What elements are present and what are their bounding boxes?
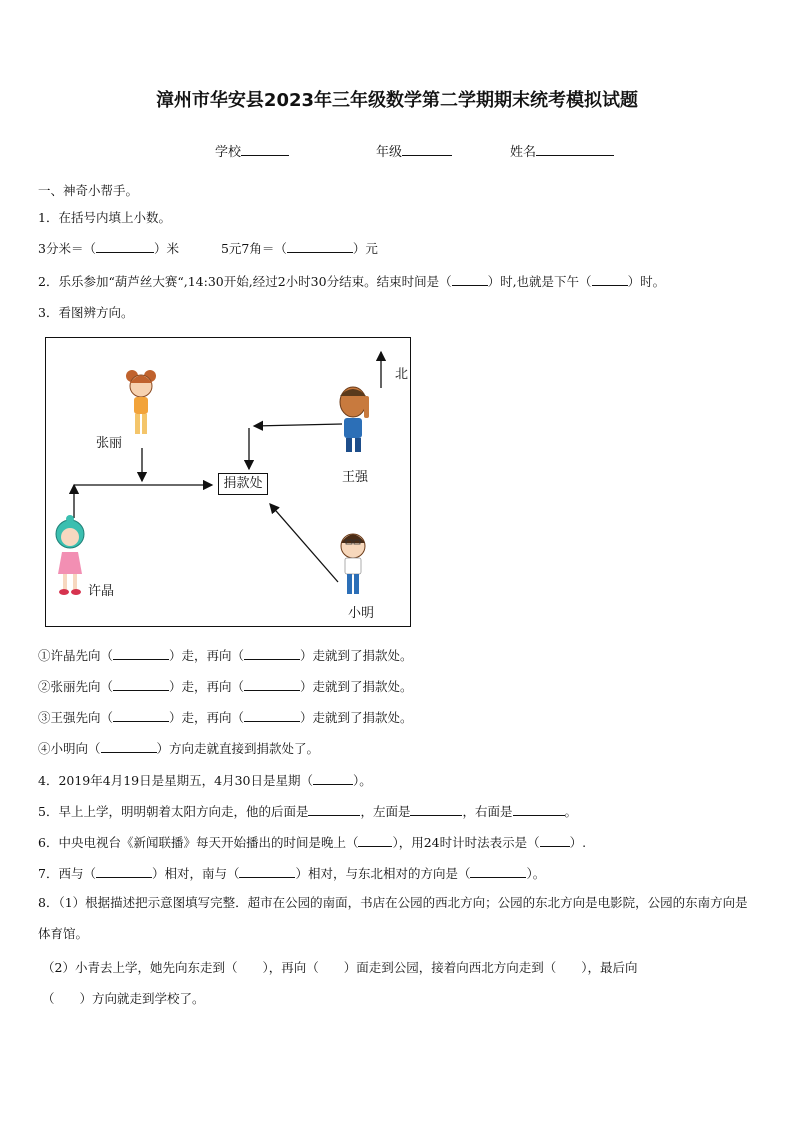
q3-item-2-blank-1[interactable] xyxy=(113,678,169,691)
q7-b: ）相对，南与（ xyxy=(151,866,240,881)
name-blank[interactable] xyxy=(536,143,614,156)
q3-item-4-prefix: ④小明向（ xyxy=(38,741,101,756)
question-1-items xyxy=(38,239,378,257)
q1-b-unit: ）元 xyxy=(352,241,378,256)
q4-prefix: 4．2019年4月19日是星期五，4月30日是星期（ xyxy=(38,773,313,788)
q3-item-4-suffix: ）方向走就直接到捐款处了。 xyxy=(156,741,320,756)
q5-b: ，左面是 xyxy=(360,804,411,819)
q1-a-label: 3分米＝（ xyxy=(38,241,96,256)
xiaoming-figure xyxy=(341,534,365,594)
question-5 xyxy=(38,802,577,820)
q1-a-unit: ）米 xyxy=(153,241,179,256)
question-3: 3．看图辨方向。 xyxy=(38,305,134,320)
q6-a: 6．中央电视台《新闻联播》每天开始播出的时间是晚上（ xyxy=(38,835,359,850)
q1-a-blank[interactable] xyxy=(96,240,154,253)
q7-blank-2[interactable] xyxy=(239,865,295,878)
question-1: 1．在括号内填上小数。 xyxy=(38,210,171,225)
page-title: 漳州市华安县2023年三年级数学第二学期期末统考模拟试题 xyxy=(155,90,639,111)
q2-text-c: ）时。 xyxy=(627,274,666,289)
q2-text-b: ）时,也就是下午（ xyxy=(487,274,592,289)
q3-item-1-suffix: ）走就到了捐款处。 xyxy=(300,648,413,663)
q7-blank-3[interactable] xyxy=(470,865,526,878)
question-6 xyxy=(38,833,586,851)
q3-item-3-suffix: ）走就到了捐款处。 xyxy=(300,710,413,725)
q3-item-1-blank-1[interactable] xyxy=(113,647,169,660)
wangqiang-west-arrow xyxy=(254,424,342,426)
q5-blank-1[interactable] xyxy=(308,803,360,816)
question-8-part-1: 8．（1）根据描述把示意图填写完整．超市在公园的南面，书店在公园的西北方向；公园的东北方向是电影院，公园的东南方向是体育馆。 xyxy=(38,895,748,941)
q7-c: ）相对，与东北相对的方向是（ xyxy=(295,866,471,881)
q2-blank-2[interactable] xyxy=(592,273,628,286)
q4-blank[interactable] xyxy=(313,772,353,785)
donation-point-box: 捐款处 xyxy=(218,473,268,495)
q6-b: ），用24时计时法表示是（ xyxy=(392,835,540,850)
q5-a: 5．早上上学，明明朝着太阳方向走，他的后面是 xyxy=(38,804,309,819)
question-8-part-2-line-2: （ ）方向就走到学校了。 xyxy=(42,991,205,1006)
q3-item-3-prefix: ③王强先向（ xyxy=(38,710,114,725)
q5-blank-3[interactable] xyxy=(513,803,565,816)
question-2 xyxy=(38,272,665,290)
q3-item-2-suffix: ）走就到了捐款处。 xyxy=(300,679,413,694)
q3-item-2 xyxy=(38,677,413,695)
q3-item-4 xyxy=(38,739,319,757)
question-7 xyxy=(38,864,545,882)
q2-text-a: 2．乐乐参加“葫芦丝大赛“,14:30开始,经过2小时30分结束。结束时间是（ xyxy=(38,274,452,289)
direction-figure xyxy=(45,337,411,627)
q4-suffix: ）。 xyxy=(352,773,372,788)
wangqiang-figure xyxy=(340,387,369,452)
q3-item-1-blank-2[interactable] xyxy=(244,647,300,660)
q3-item-3-mid: ）走，再向（ xyxy=(169,710,245,725)
school-label: 学校 xyxy=(215,145,242,160)
q3-item-3-blank-2[interactable] xyxy=(244,709,300,722)
xiaoming-northwest-arrow xyxy=(270,504,338,582)
q3-item-2-mid: ）走，再向（ xyxy=(169,679,245,694)
q3-item-1-mid: ）走，再向（ xyxy=(169,648,245,663)
q7-d: ）。 xyxy=(526,866,546,881)
name-label: 姓名 xyxy=(510,145,537,160)
q3-item-3-blank-1[interactable] xyxy=(113,709,169,722)
q3-item-1 xyxy=(38,646,413,664)
question-4 xyxy=(38,771,372,789)
grade-field xyxy=(376,141,452,160)
xiaoming-label: 小明 xyxy=(348,606,375,621)
q7-blank-1[interactable] xyxy=(96,865,152,878)
grade-label: 年级 xyxy=(376,145,403,160)
name-field xyxy=(510,141,614,160)
q3-item-3 xyxy=(38,708,413,726)
zhangli-label: 张丽 xyxy=(96,436,123,451)
section-heading: 一、神奇小帮手。 xyxy=(38,183,139,198)
q5-d: 。 xyxy=(564,804,578,819)
question-8-part-2-line-1: （2）小青去上学，她先向东走到（ ），再向（ ）面走到公园，接着向西北方向走到（ ），最后向 xyxy=(42,960,638,975)
q6-c: ）. xyxy=(569,835,587,850)
q5-c: ，右面是 xyxy=(462,804,513,819)
q6-blank-1[interactable] xyxy=(358,834,392,847)
q1-b-blank[interactable] xyxy=(287,240,353,253)
xujing-figure xyxy=(56,515,84,595)
grade-blank[interactable] xyxy=(402,143,452,156)
xujing-label: 许晶 xyxy=(88,584,115,599)
q3-item-4-blank[interactable] xyxy=(101,740,157,753)
q3-item-2-blank-2[interactable] xyxy=(244,678,300,691)
zhangli-figure xyxy=(126,370,156,434)
wangqiang-label: 王强 xyxy=(342,470,369,485)
q6-blank-2[interactable] xyxy=(540,834,570,847)
q1-b-label: 5元7角＝（ xyxy=(220,241,287,256)
school-blank[interactable] xyxy=(241,143,289,156)
q5-blank-2[interactable] xyxy=(410,803,462,816)
school-field xyxy=(215,141,289,160)
q3-item-2-prefix: ②张丽先向（ xyxy=(38,679,114,694)
q7-a: 7．西与（ xyxy=(38,866,96,881)
north-label: 北 xyxy=(395,367,409,382)
q3-item-1-prefix: ①许晶先向（ xyxy=(38,648,114,663)
q2-blank-1[interactable] xyxy=(452,273,488,286)
